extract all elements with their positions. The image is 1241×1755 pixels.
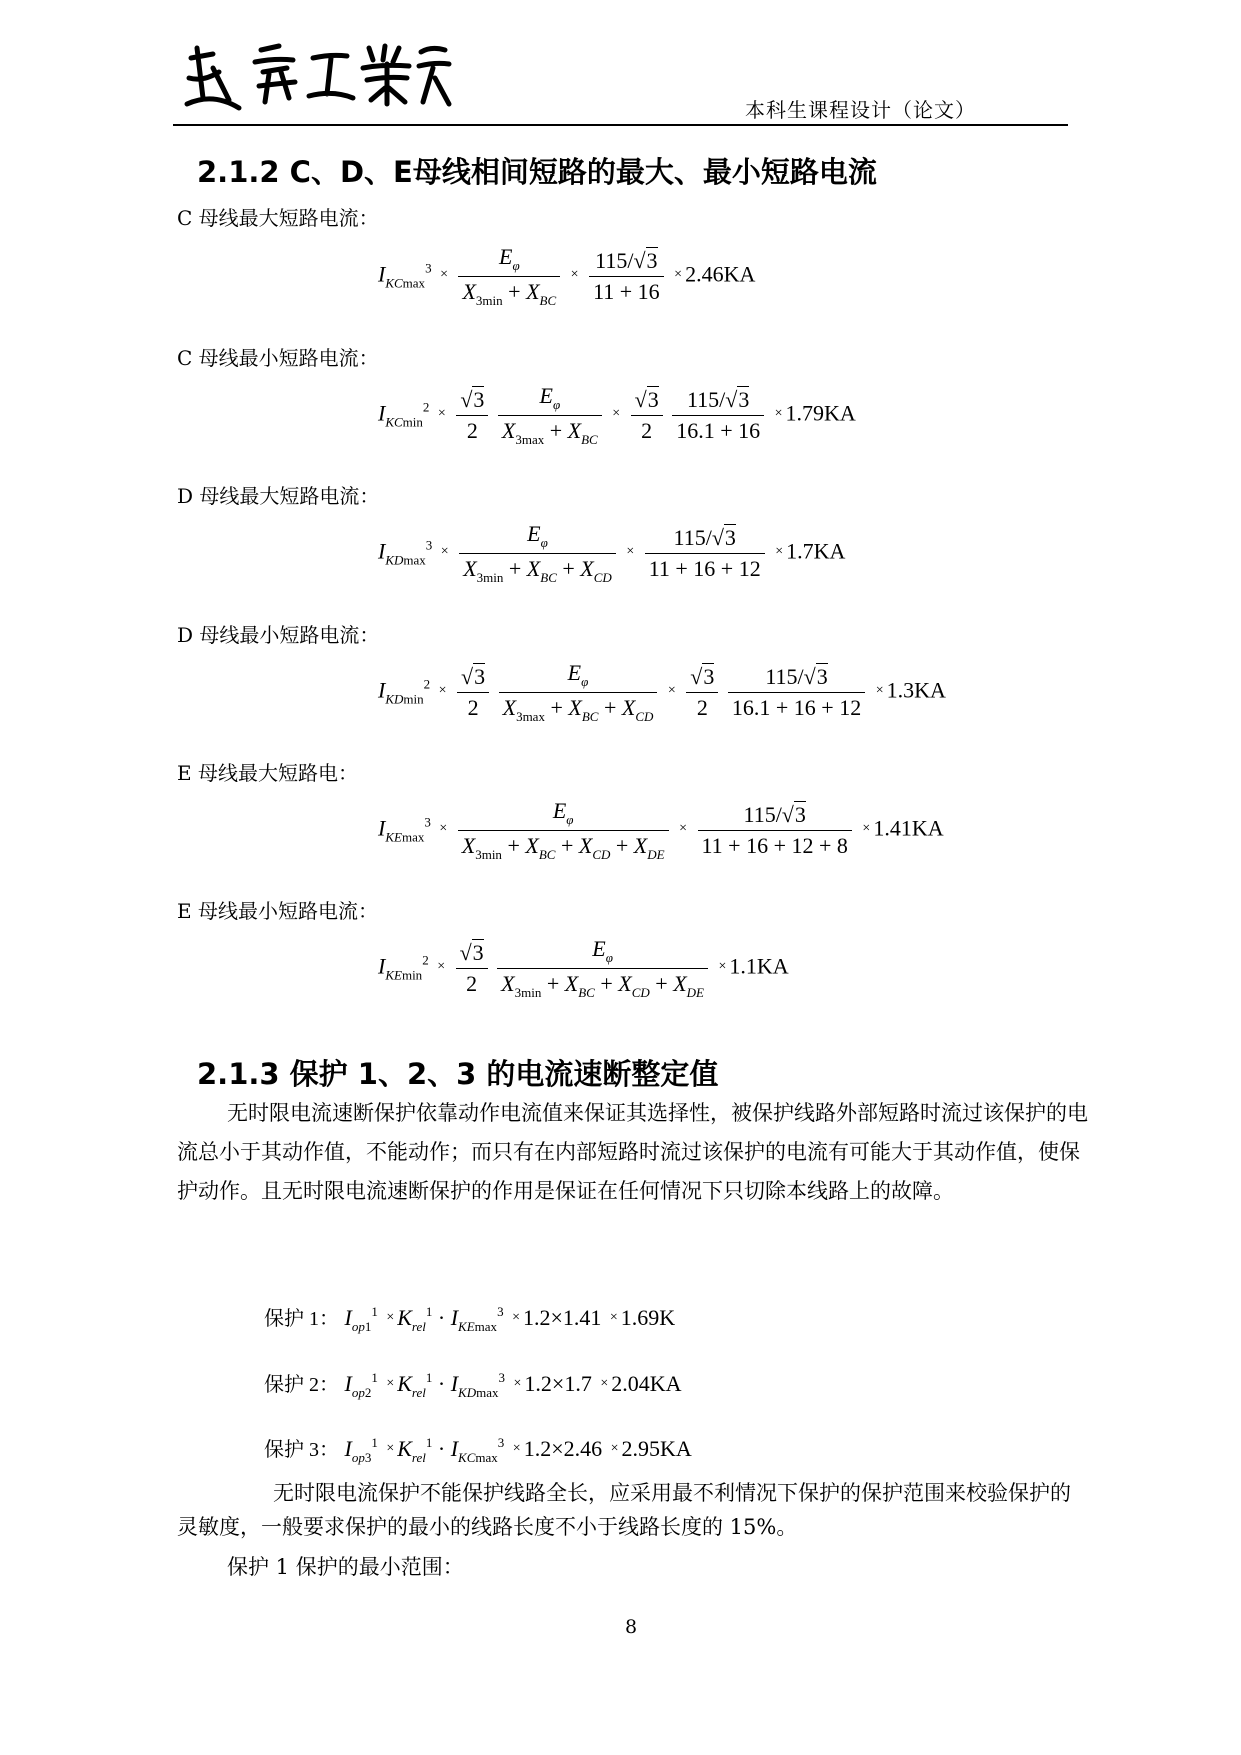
- protection-2-result: 2.04KA: [611, 1371, 682, 1396]
- equation-d-max: $I_{KDmax}^3$ × $\frac{E_\varphi}{X_{3min} + X_{BC} + X_{CD}}$ × $\frac{115/√3}{11 + 16 + 12}$ × 1.7KA: [378, 521, 846, 585]
- label-c-min: C 母线最小短路电流：: [177, 346, 379, 370]
- protection-1-label: 保护 1：: [264, 1308, 339, 1330]
- protection-1-result: 1.69K: [620, 1305, 676, 1330]
- label-c-max: C 母线最大短路电流：: [177, 206, 379, 230]
- result-c-max: 2.46KA: [685, 261, 756, 287]
- equation-e-max: $I_{KEmax}^3$ × $\frac{E_\varphi}{X_{3min} + X_{BC} + X_{CD} + X_{DE}}$ × $\frac{115/√3}{11 + 16 + 12 + 8}$ × 1.41KA: [378, 798, 944, 862]
- equation-protection-1: 保护 1： $I_{op1}^1 \times K_{rel}^1 \cdot I_{KEmax}^3 \times 1.2\times 1.41 \times 1.69K$: [264, 1304, 676, 1334]
- equation-c-max: $I_{KCmax}^3$ × $\frac{E_\varphi}{X_{3min} + X_{BC}}$ × $\frac{115/√3}{11 + 16}$ × 2.46KA: [378, 244, 756, 308]
- result-e-max: 1.41KA: [873, 815, 944, 841]
- document-type: 本科生课程设计（论文）: [745, 98, 976, 122]
- result-e-min: 1.1KA: [729, 953, 789, 979]
- section-heading-2-1-2: 2.1.2 C、D、E母线相间短路的最大、最小短路电流: [197, 155, 877, 189]
- protection-3-label: 保护 3：: [264, 1439, 339, 1461]
- protection-2-label: 保护 2：: [264, 1374, 339, 1396]
- equation-e-min: $I_{KEmin}^2$ × $\frac{√3}{2}$ $\frac{E_\varphi}{X_{3min} + X_{BC} + X_{CD} + X_{DE}}$ × 1.1KA: [378, 936, 789, 1000]
- paragraph-1: 无时限电流速断保护依靠动作电流值来保证其选择性，被保护线路外部短路时流过该保护的电流总小于其动作值，不能动作；而只有在内部短路时流过该保护的电流有可能大于其动作值，使保护动作。且无时限电流速断保护的作用是保证在任何情况下只切除本线路上的故障。: [177, 1101, 1088, 1203]
- equation-protection-3: 保护 3： $I_{op3}^1 \times K_{rel}^1 \cdot I_{KCmax}^3 \times 1.2\times 2.46 \times 2.95KA$: [264, 1435, 692, 1465]
- paragraph-3: 保护 1 保护的最小范围：: [227, 1555, 464, 1579]
- equation-protection-2: 保护 2： $I_{op2}^1 \times K_{rel}^1 \cdot I_{KDmax}^3 \times 1.2\times 1.7 \times 2.04KA$: [264, 1370, 682, 1400]
- label-e-min: E 母线最小短路电流：: [177, 899, 378, 923]
- label-e-max: E 母线最大短路电：: [177, 761, 358, 785]
- label-d-max: D 母线最大短路电流：: [177, 484, 380, 508]
- label-d-min: D 母线最小短路电流：: [177, 623, 380, 647]
- header-rule: [173, 124, 1068, 126]
- section-heading-2-1-3: 2.1.3 保护 1、2、3 的电流速断整定值: [197, 1057, 719, 1091]
- university-logo: [183, 38, 453, 112]
- page-number: 8: [625, 1616, 638, 1638]
- protection-3-result: 2.95KA: [621, 1436, 692, 1461]
- result-c-min: 1.79KA: [785, 400, 856, 426]
- result-d-max: 1.7KA: [786, 538, 846, 564]
- result-d-min: 1.3KA: [886, 677, 946, 703]
- equation-d-min: $I_{KDmin}^2$ × $\frac{√3}{2}$ $\frac{E_\varphi}{X_{3max} + X_{BC} + X_{CD}}$ × $\frac{√3}{2}$ $\frac{115/√3}{16.1 + 16 + 12}$ × 1.3KA: [378, 660, 946, 724]
- paragraph-2: 无时限电流保护不能保护线路全长，应采用最不利情况下保护的保护范围来校验保护的灵敏度，一般要求保护的最小的线路长度不小于线路长度的 15%。: [177, 1481, 1071, 1539]
- equation-c-min: $I_{KCmin}^2$ × $\frac{√3}{2}$ $\frac{E_\varphi}{X_{3max} + X_{BC}}$ × $\frac{√3}{2}$ $\frac{115/√3}{16.1 + 16}$ × 1.79KA: [378, 383, 856, 447]
